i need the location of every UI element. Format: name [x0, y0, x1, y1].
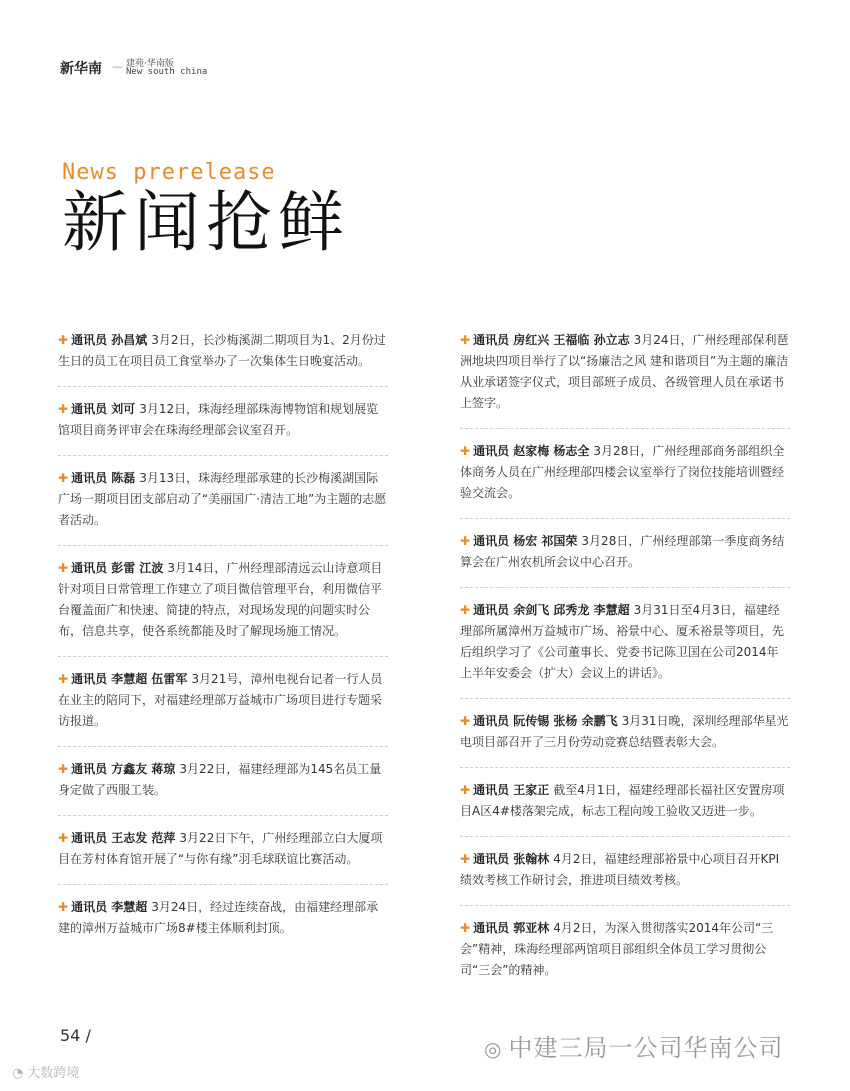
news-text: 3月12日，珠海经理部珠海博物馆和规划展览馆项目商务评审会在珠海经理部会议室召开。 — [58, 402, 379, 437]
wechat-watermark — [484, 1028, 783, 1063]
news-text: 3月22日下午，广州经理部立白大厦项目在芳村体育馆开展了“与你有缘”羽毛球联谊比赛活动。 — [58, 831, 383, 866]
news-text: 截至4月1日，福建经理部长福社区安置房项目A区4#楼落架完成，标志工程向竣工验收又迈进一步。 — [460, 783, 785, 818]
corner-text: 大数跨境 — [27, 1066, 80, 1081]
chat-bubble-icon: ◎ — [484, 1037, 503, 1061]
plus-icon: ✚ — [58, 561, 69, 575]
reporter: 通讯员 房红兴 王福临 孙立志 — [473, 333, 630, 347]
news-item — [58, 330, 388, 387]
reporter: 通讯员 王志发 范萍 — [71, 831, 176, 845]
plus-icon: ✚ — [460, 603, 471, 617]
news-item — [58, 828, 388, 885]
reporter: 通讯员 李慧超 伍雷军 — [71, 672, 188, 686]
reporter: 通讯员 李慧超 — [71, 900, 148, 914]
plus-icon: ✚ — [58, 672, 69, 686]
corner-watermark — [12, 1062, 79, 1081]
brand-name: 新华南 — [60, 61, 102, 77]
news-text: 3月28日，广州经理部第一季度商务结算会在广州农机所会议中心召开。 — [460, 534, 785, 569]
news-item — [460, 441, 790, 519]
plus-icon: ✚ — [460, 333, 471, 347]
reporter: 通讯员 彭雷 江波 — [71, 561, 164, 575]
news-item — [460, 600, 790, 699]
reporter: 通讯员 孙昌斌 — [71, 333, 148, 347]
news-text: 3月14日，广州经理部清远云山诗意项目针对项目日常管理工作建立了项目微信管理平台，利用微信平台覆盖面广和快速、简捷的特点，对现场发现的问题实时公布，信息共享，使各系统都能及时了解现场施工情况。 — [58, 561, 383, 638]
news-text: 3月2日，长沙梅溪湖二期项目为1、2月份过生日的员工在项目员工食堂举办了一次集体生日晚宴活动。 — [58, 333, 386, 368]
news-item — [58, 558, 388, 657]
news-text: 3月24日，经过连续奋战，由福建经理部承建的漳州万益城市广场8#楼主体顺利封顶。 — [58, 900, 379, 935]
plus-icon: ✚ — [460, 921, 471, 935]
news-text: 3月28日，广州经理部商务部组织全体商务人员在广州经理部四楼会议室举行了岗位技能培训暨经验交流会。 — [460, 444, 785, 500]
plus-icon: ✚ — [58, 831, 69, 845]
news-item — [460, 780, 790, 837]
corner-logo-icon: ◔ — [12, 1066, 24, 1081]
plus-icon: ✚ — [460, 534, 471, 548]
news-item — [58, 669, 388, 747]
plus-icon: ✚ — [460, 714, 471, 728]
news-column-right — [460, 330, 790, 1007]
reporter: 通讯员 方鑫友 蒋琼 — [71, 762, 176, 776]
watermark-text: 中建三局一公司华南公司 — [508, 1034, 784, 1062]
news-text: 3月21号，漳州电视台记者一行人员在业主的陪同下，对福建经理部万益城市广场项目进行专题采访报道。 — [58, 672, 383, 728]
edition-cn: 建苑·华南版 — [126, 59, 174, 69]
news-item — [58, 897, 388, 953]
plus-icon: ✚ — [58, 402, 69, 416]
news-text: 3月22日，福建经理部为145名员工量身定做了西服工装。 — [58, 762, 382, 797]
news-text: 3月31日晚，深圳经理部华星光电项目部召开了三月份劳动竞赛总结暨表彰大会。 — [460, 714, 789, 749]
plus-icon: ✚ — [460, 783, 471, 797]
plus-icon: ✚ — [58, 762, 69, 776]
reporter: 通讯员 王家正 — [473, 783, 550, 797]
edition-en: New south china — [126, 67, 208, 77]
section-title-en: News prerelease — [62, 160, 276, 185]
news-text: 3月13日，珠海经理部承建的长沙梅溪湖国际广场一期项目团支部启动了“美丽国广·清洁工地”为主题的志愿者活动。 — [58, 471, 387, 527]
reporter: 通讯员 赵家梅 杨志全 — [473, 444, 590, 458]
news-item — [58, 759, 388, 816]
reporter: 通讯员 余剑飞 邱秀龙 李慧超 — [473, 603, 630, 617]
news-item — [460, 531, 790, 588]
news-text: 3月24日，广州经理部保利琶洲地块四项目举行了以“扬廉洁之风 建和谐项目”为主题的廉洁从业承诺签字仪式，项目部班子成员、各级管理人员在承诺书上签字。 — [460, 333, 789, 410]
reporter: 通讯员 张翰林 — [473, 852, 550, 866]
news-item — [460, 918, 790, 995]
news-text: 4月2日，为深入贯彻落实2014年公司“三会”精神，珠海经理部两馆项目部组织全体员工学习贯彻公司“三会”的精神。 — [460, 921, 774, 977]
reporter: 通讯员 陈磊 — [71, 471, 136, 485]
news-item — [460, 849, 790, 906]
plus-icon: ✚ — [58, 900, 69, 914]
news-text: 3月31日至4月3日，福建经理部所属漳州万益城市广场、裕景中心、厦禾裕景等项目，先后组织学习了《公司董事长、党委书记陈卫国在公司2014年上半年安委会（扩大）会议上的讲话》。 — [460, 603, 785, 680]
news-item — [58, 468, 388, 546]
reporter: 通讯员 郭亚林 — [473, 921, 550, 935]
news-text: 4月2日，福建经理部裕景中心项目召开KPI绩效考核工作研讨会，推进项目绩效考核。 — [460, 852, 780, 887]
reporter: 通讯员 阮传锡 张杨 余鹏飞 — [473, 714, 618, 728]
brand-dash: — — [112, 60, 123, 73]
news-item — [58, 399, 388, 456]
plus-icon: ✚ — [58, 333, 69, 347]
plus-icon: ✚ — [460, 444, 471, 458]
page-number: 54 / — [60, 1026, 91, 1045]
section-title-cn: 新闻抢鲜 — [62, 184, 350, 261]
reporter: 通讯员 杨宏 祁国荣 — [473, 534, 578, 548]
news-column-left — [58, 330, 388, 965]
plus-icon: ✚ — [460, 852, 471, 866]
news-item — [460, 711, 790, 768]
news-item — [460, 330, 790, 429]
plus-icon: ✚ — [58, 471, 69, 485]
reporter: 通讯员 刘可 — [71, 402, 136, 416]
